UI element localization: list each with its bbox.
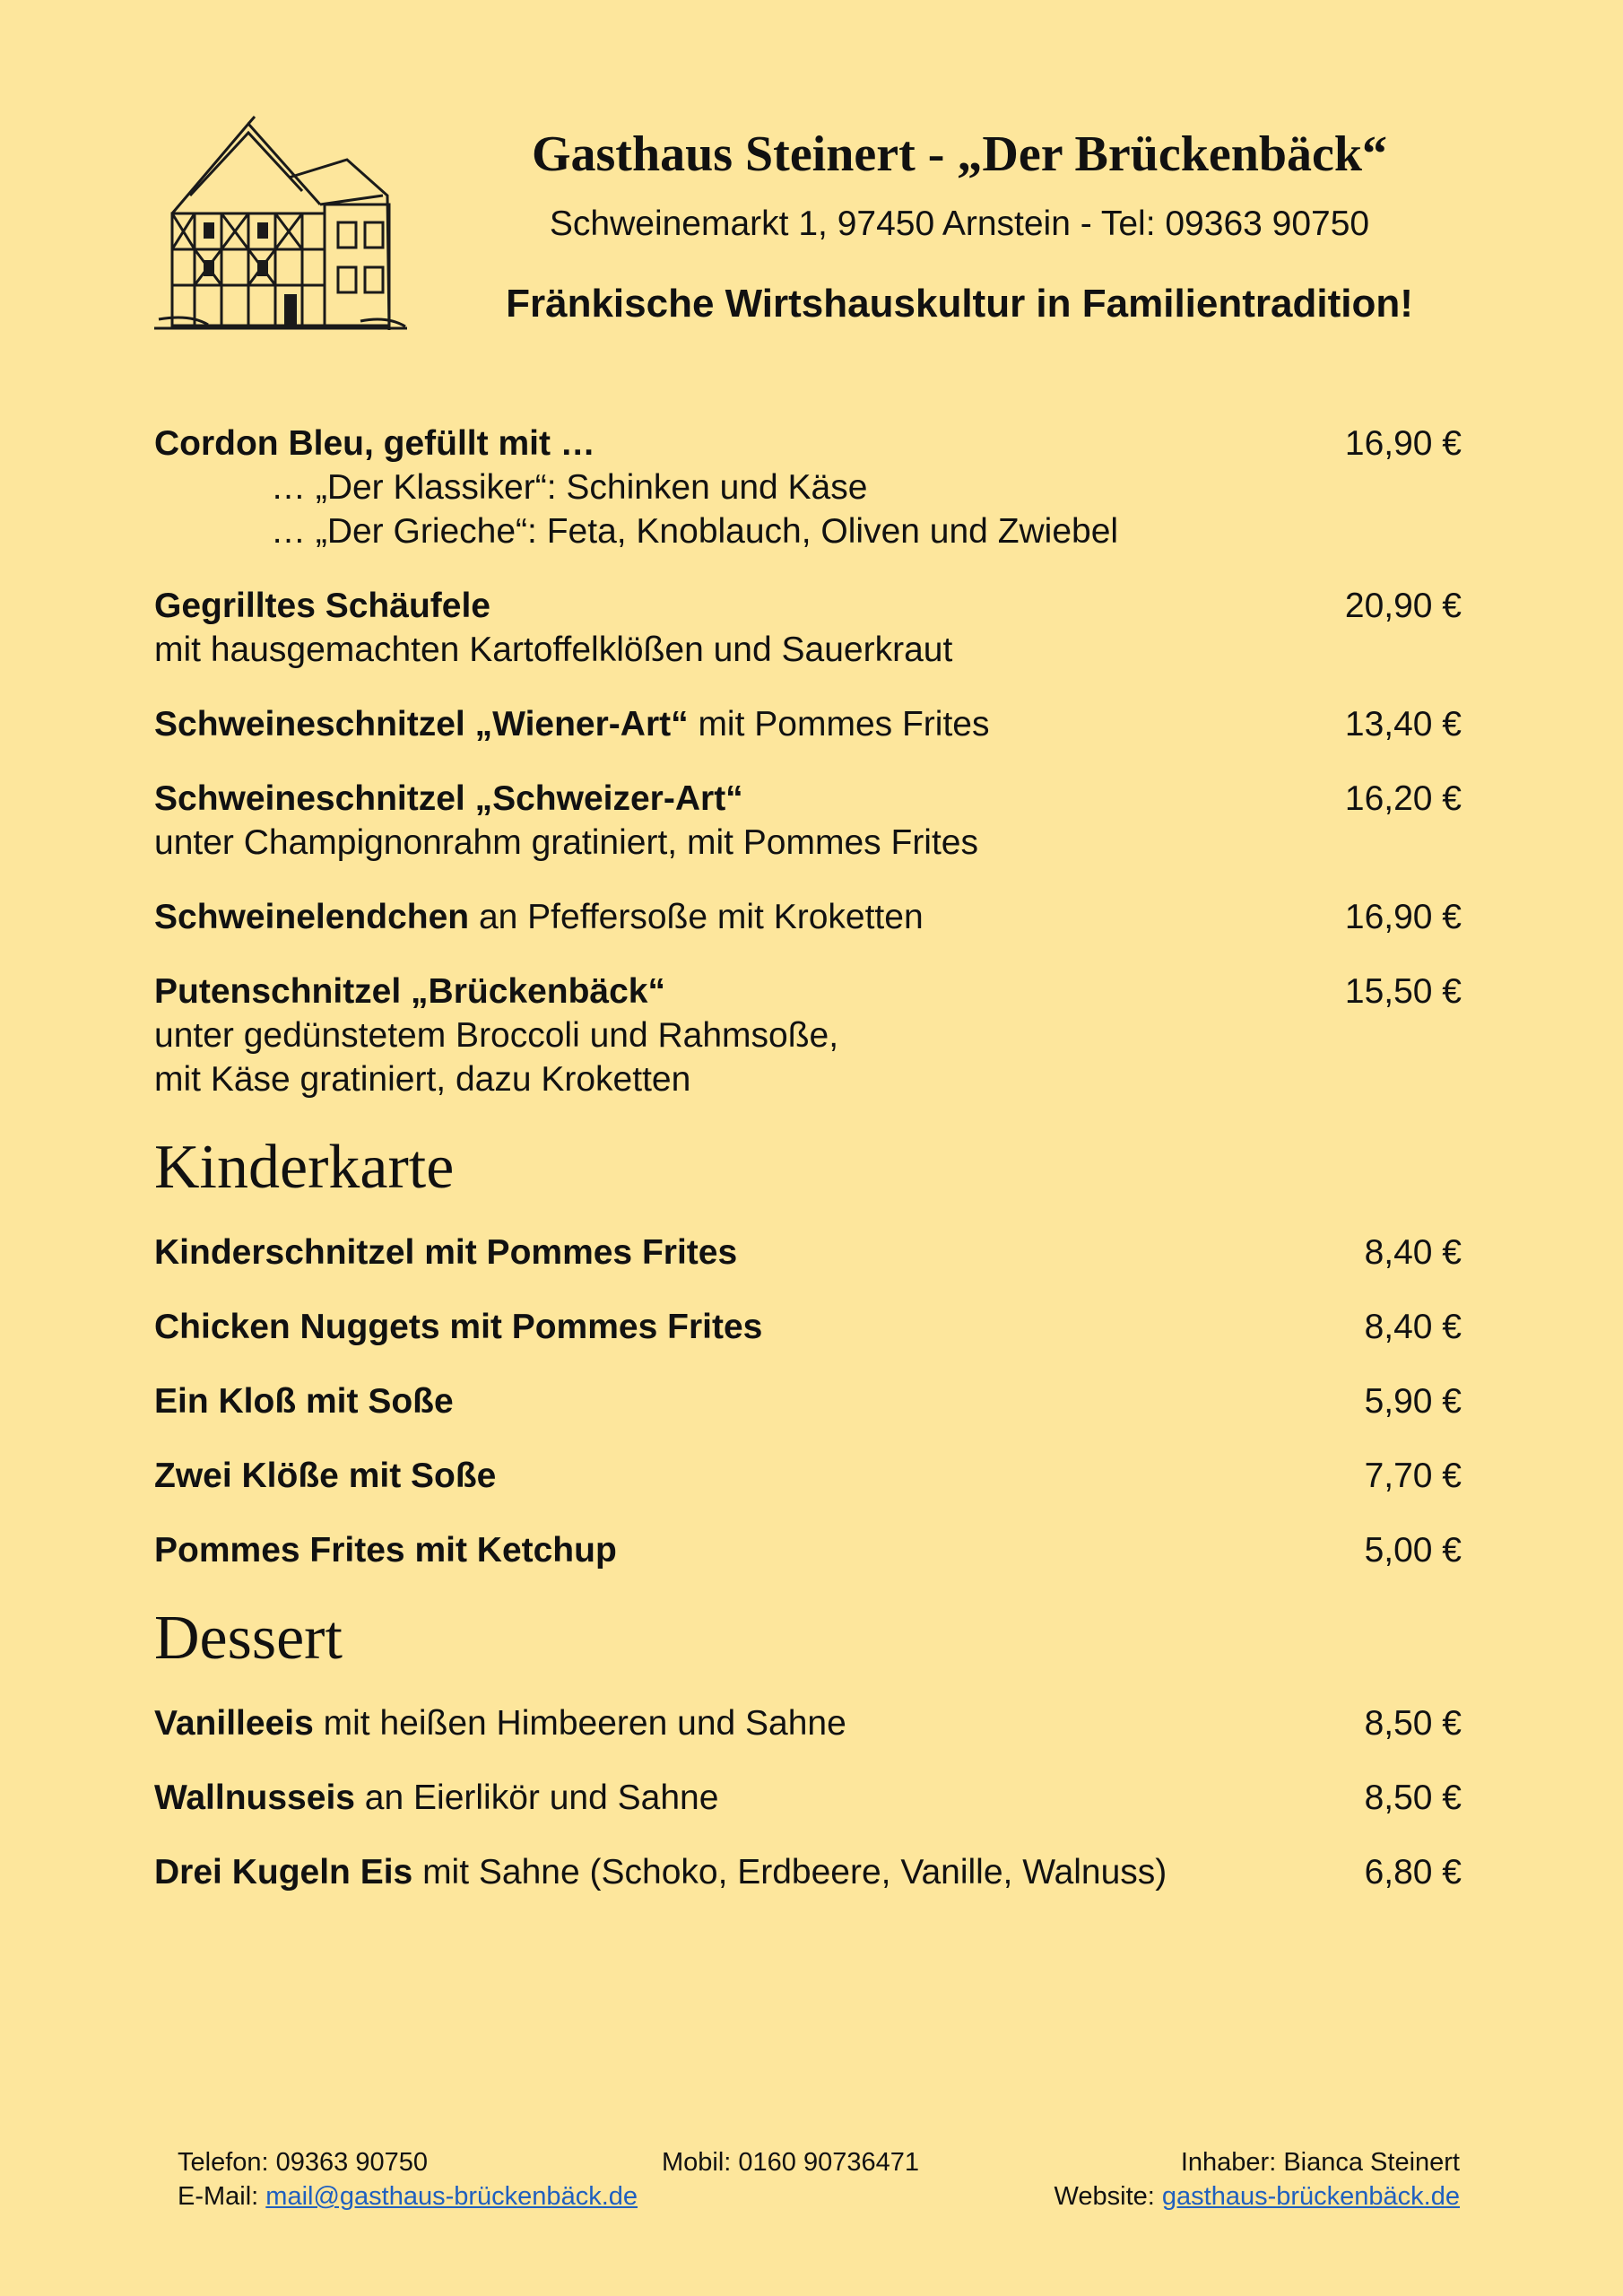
dish-price: 5,00 € bbox=[1364, 1531, 1462, 1570]
dish-price: 7,70 € bbox=[1364, 1457, 1462, 1495]
dish-description: unter Champignonrahm gratiniert, mit Pommes Frites bbox=[154, 823, 978, 862]
dish-name: Schweineschnitzel „Schweizer-Art“ bbox=[154, 779, 743, 818]
menu-item bbox=[154, 1305, 1462, 1349]
menu-item bbox=[154, 1776, 1462, 1820]
house-sketch-logo-icon bbox=[154, 106, 407, 335]
footer-phone: Telefon: 09363 90750 bbox=[178, 2148, 428, 2177]
menu-item bbox=[154, 1379, 1462, 1423]
dish-price: 5,90 € bbox=[1364, 1382, 1462, 1421]
footer-email-label: E-Mail: bbox=[178, 2182, 266, 2211]
dish-description: an Pfeffersoße mit Kroketten bbox=[469, 898, 924, 936]
dish-name: Drei Kugeln Eis bbox=[154, 1853, 413, 1892]
menu-item bbox=[154, 970, 1462, 1101]
dish-price: 16,20 € bbox=[1344, 779, 1462, 818]
menu-item bbox=[154, 1454, 1462, 1498]
dish-price: 13,40 € bbox=[1344, 705, 1462, 744]
dish-option: … „Der Klassiker“: Schinken und Käse bbox=[271, 468, 868, 507]
dish-name: Schweineschnitzel „Wiener-Art“ bbox=[154, 705, 689, 744]
dish-name: Putenschnitzel „Brückenbäck“ bbox=[154, 972, 665, 1011]
dish-price: 20,90 € bbox=[1344, 587, 1462, 625]
dish-name: Wallnusseis bbox=[154, 1779, 355, 1817]
section-title-dessert: Dessert bbox=[154, 1604, 343, 1673]
dish-name: Kinderschnitzel mit Pommes Frites bbox=[154, 1233, 738, 1272]
dish-price: 15,50 € bbox=[1344, 972, 1462, 1011]
menu-item bbox=[154, 1231, 1462, 1274]
dish-description: mit Pommes Frites bbox=[688, 705, 990, 744]
dish-name: Gegrilltes Schäufele bbox=[154, 587, 490, 625]
dish-name: Schweinelendchen bbox=[154, 898, 470, 936]
dish-name: Vanilleeis bbox=[154, 1704, 314, 1743]
section-title-kids: Kinderkarte bbox=[154, 1133, 455, 1202]
menu-item bbox=[154, 584, 1462, 672]
restaurant-title: Gasthaus Steinert - „Der Brückenbäck“ bbox=[531, 126, 1388, 182]
dish-description: mit Sahne (Schoko, Erdbeere, Vanille, Walnuss) bbox=[412, 1853, 1167, 1892]
footer-owner: Inhaber: Bianca Steinert bbox=[1180, 2148, 1460, 2177]
dish-price: 8,40 € bbox=[1364, 1308, 1462, 1346]
menu-list bbox=[154, 422, 1462, 1925]
dish-name: Ein Kloß mit Soße bbox=[154, 1382, 454, 1421]
footer bbox=[178, 2145, 1460, 2213]
dish-price: 6,80 € bbox=[1364, 1853, 1462, 1892]
dish-name: Cordon Bleu, gefüllt mit … bbox=[154, 424, 595, 463]
dish-name: Pommes Frites mit Ketchup bbox=[154, 1531, 617, 1570]
menu-item bbox=[154, 702, 1462, 746]
dish-name: Chicken Nuggets mit Pommes Frites bbox=[154, 1308, 763, 1346]
menu-item bbox=[154, 1701, 1462, 1745]
menu-item bbox=[154, 1850, 1462, 1894]
menu-item bbox=[154, 895, 1462, 939]
dish-description: mit Käse gratiniert, dazu Kroketten bbox=[154, 1060, 691, 1099]
dish-price: 16,90 € bbox=[1344, 898, 1462, 936]
restaurant-slogan: Fränkische Wirtshauskultur in Familientradition! bbox=[506, 282, 1413, 326]
footer-email-link[interactable]: mail@gasthaus-brückenbäck.de bbox=[265, 2182, 638, 2211]
restaurant-address: Schweinemarkt 1, 97450 Arnstein - Tel: 09363 90750 bbox=[549, 204, 1370, 243]
footer-mobile: Mobil: 0160 90736471 bbox=[662, 2148, 920, 2177]
dish-price: 8,50 € bbox=[1364, 1704, 1462, 1743]
footer-website-link[interactable]: gasthaus-brückenbäck.de bbox=[1161, 2182, 1460, 2211]
dish-description: an Eierlikör und Sahne bbox=[354, 1779, 719, 1817]
dish-description: mit heißen Himbeeren und Sahne bbox=[313, 1704, 846, 1743]
dish-price: 8,50 € bbox=[1364, 1779, 1462, 1817]
dish-price: 8,40 € bbox=[1364, 1233, 1462, 1272]
menu-item bbox=[154, 1528, 1462, 1572]
dish-name: Zwei Klöße mit Soße bbox=[154, 1457, 497, 1495]
dish-description: mit hausgemachten Kartoffelklößen und Sauerkraut bbox=[154, 631, 953, 669]
menu-item bbox=[154, 777, 1462, 865]
footer-website-label: Website: bbox=[1054, 2182, 1162, 2211]
dish-description: unter gedünstetem Broccoli und Rahmsoße, bbox=[154, 1016, 839, 1055]
dish-price: 16,90 € bbox=[1344, 424, 1462, 463]
menu-item bbox=[154, 422, 1462, 553]
dish-option: … „Der Grieche“: Feta, Knoblauch, Oliven und Zwiebel bbox=[271, 512, 1119, 551]
